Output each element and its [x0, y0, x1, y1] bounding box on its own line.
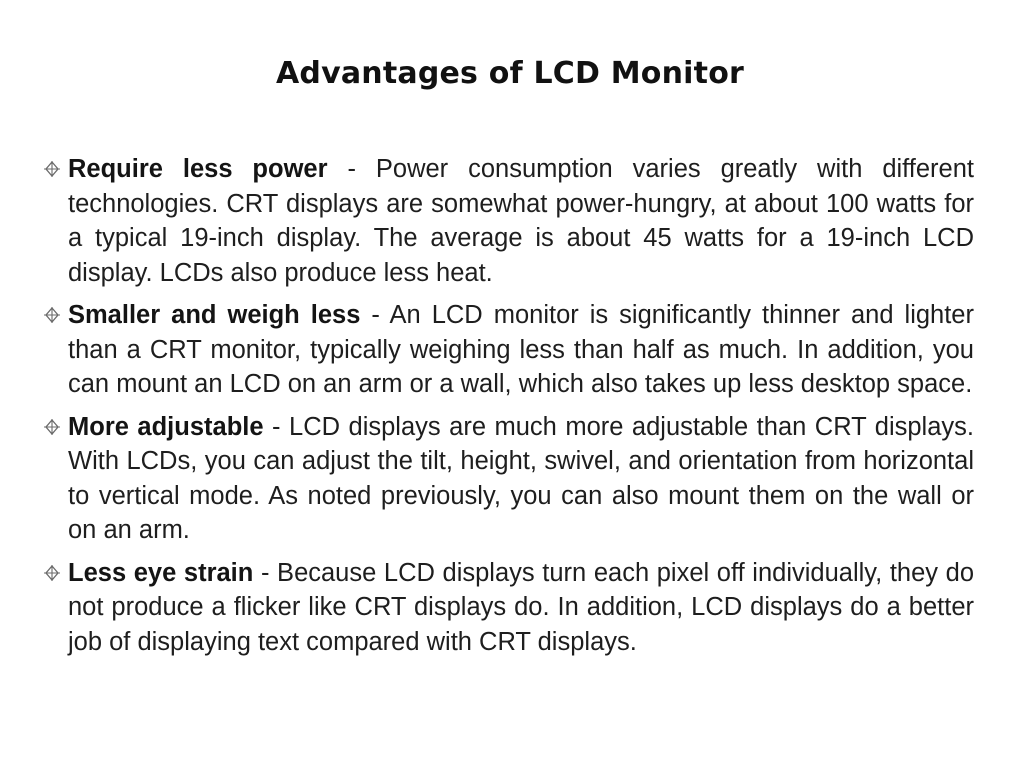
bullet-list	[44, 152, 974, 667]
crosshair-diamond-icon	[44, 565, 60, 581]
bullet-text: - Because LCD displays turn each pixel off individually, they do not produce a flicker like CRT displays do. In addition, LCD displays do a better job of displaying text compared with CRT displays.	[68, 558, 975, 656]
bullet-term: Smaller and weigh less	[68, 301, 361, 329]
bullet-item-less-eye-strain	[44, 556, 974, 660]
bullet-text: - Power consumption varies greatly with different technologies. CRT displays are somewhat power-hungry, at about 100 watts for a typical 19-inch display. The average is about 45 watts for a 19-inch LCD display. LCDs also produce less heat.	[68, 155, 974, 287]
bullet-item-smaller-and-weigh-less	[44, 298, 974, 402]
crosshair-diamond-icon	[44, 161, 60, 177]
slide-title: Advantages of LCD Monitor	[276, 56, 744, 91]
bullet-item-require-less-power	[44, 152, 974, 290]
bullet-term: More adjustable	[68, 412, 264, 441]
bullet-item-more-adjustable	[44, 410, 974, 548]
bullet-term: Require less power	[68, 155, 328, 183]
bullet-text: - LCD displays are much more adjustable than CRT displays. With LCDs, you can adjust the tilt, height, swivel, and orientation from horizontal to vertical mode. As noted previously, you can also mount them on the wall or on an arm.	[68, 412, 974, 544]
crosshair-diamond-icon	[44, 419, 60, 435]
bullet-term: Less eye strain	[68, 558, 254, 587]
crosshair-diamond-icon	[44, 307, 60, 323]
bullet-text: - An LCD monitor is significantly thinner and lighter than a CRT monitor, typically weighing less than half as much. In addition, you can mount an LCD on an arm or a wall, which also takes up less desktop space.	[68, 301, 974, 398]
